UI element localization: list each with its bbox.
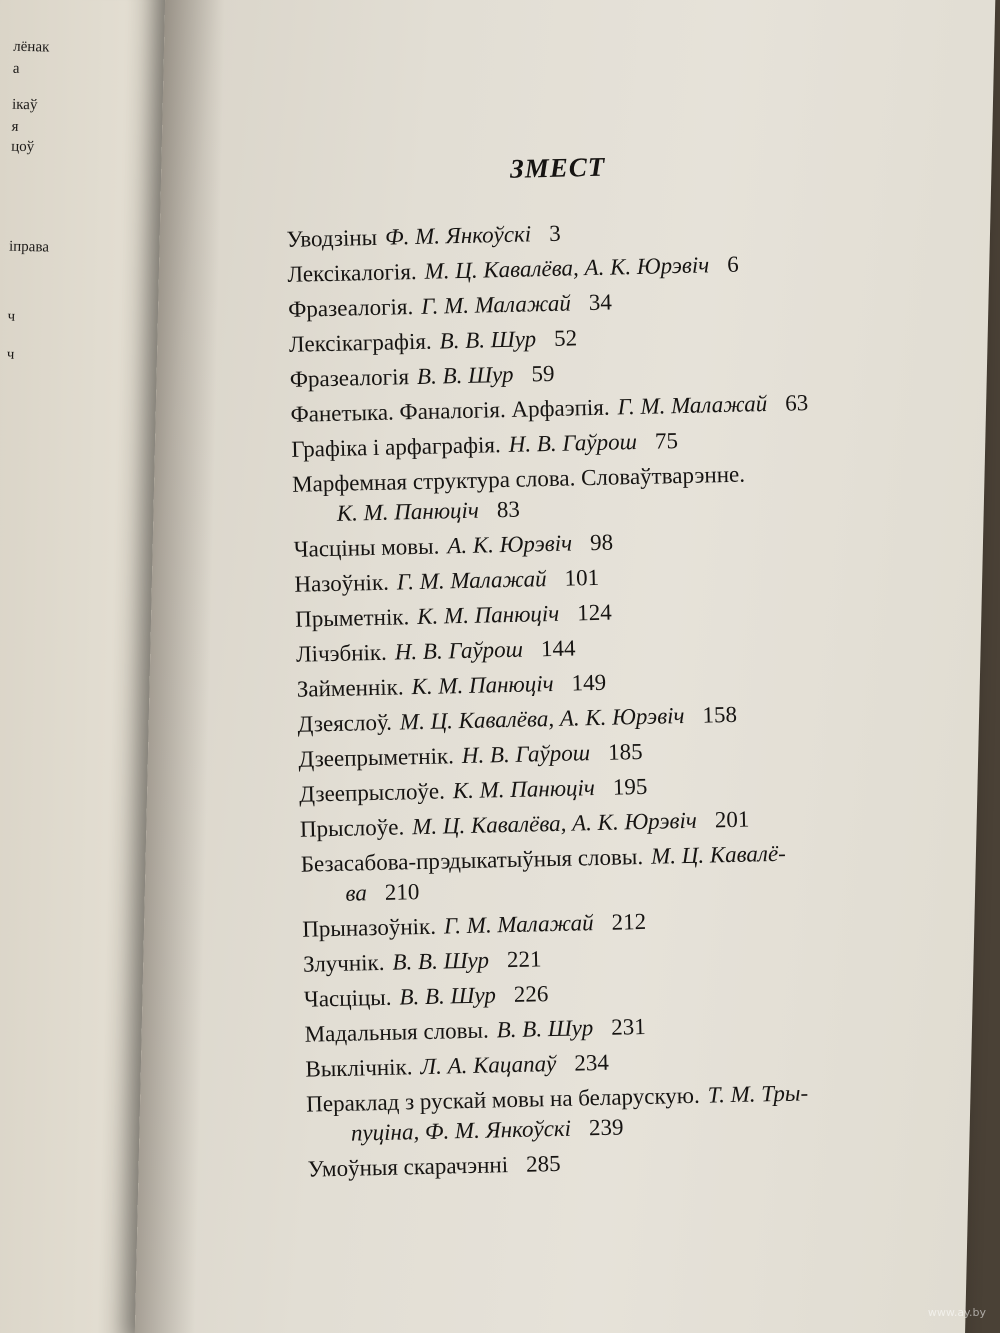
toc-entry-author: М. Ц. Кавалёва, А. К. Юрэвіч — [411, 807, 698, 840]
toc-entry — [288, 283, 806, 325]
toc-entry-author: Т. М. Тры- — [707, 1080, 809, 1108]
toc-entry-title: Уводзіны — [286, 224, 378, 252]
toc-entry-page-number: 34 — [588, 289, 613, 316]
toc-entry — [294, 558, 812, 600]
toc-entry-title: Безасабова-прэдыкатыўныя словы. — [300, 843, 644, 877]
toc-title: ЗМЕСТ — [509, 151, 606, 184]
left-page-fragment: лёнак — [13, 38, 50, 56]
toc-entry-title: Часціны мовы. — [293, 533, 440, 562]
toc-entry-title: Пераклад з рускай мовы на беларускую. — [305, 1082, 700, 1117]
toc-entry-title: Фразеалогія — [289, 364, 410, 392]
toc-entry-page-number: 221 — [506, 946, 542, 973]
toc-entry-title: Прыметнік. — [294, 604, 410, 632]
toc-entry-title: Лічэбнік. — [295, 639, 388, 667]
left-page-fragment: іправа — [8, 238, 50, 256]
toc-entry-title: Дзеепрыслоўе. — [298, 778, 446, 807]
toc-entry — [304, 973, 822, 1015]
toc-entry-page-number: 59 — [531, 360, 555, 387]
toc-entry-author: В. В. Шур — [439, 326, 537, 354]
toc-entry — [298, 733, 816, 775]
toc-entry-title: Фразеалогія. — [287, 294, 414, 322]
toc-entry-title: Назоўнік. — [294, 569, 390, 597]
toc-entry-author: Ф. М. Янкоўскі — [384, 221, 532, 250]
toc-entry-author: М. Ц. Кавалёва, А. К. Юрэвіч — [424, 252, 710, 284]
toc-entry-page-number: 210 — [384, 879, 420, 905]
toc-entry-author: К. М. Панюціч — [411, 670, 554, 700]
toc-entry — [307, 1143, 825, 1185]
left-page-fragment: ікаў — [11, 96, 38, 114]
toc-entry — [305, 1043, 823, 1085]
toc-entry — [300, 803, 818, 845]
toc-entry-page-number: 195 — [612, 773, 648, 800]
toc-entry-author: Г. М. Малажай — [617, 391, 768, 420]
toc-entry-page-number: 158 — [702, 701, 738, 728]
left-page-fragment: я — [11, 118, 19, 135]
left-page-fragment: цоў — [10, 138, 35, 156]
toc-entry-title: Марфемная структура слова. Словаўтварэнне. — [291, 461, 746, 497]
toc-entry-author: В. В. Шур — [416, 361, 514, 389]
toc-entry-author: М. Ц. Кавалёва, А. К. Юрэвіч — [399, 702, 685, 735]
toc-entry-author: ва — [345, 880, 368, 906]
toc-entry-author: Г. М. Малажай — [396, 566, 547, 595]
toc-entry-page-number: 234 — [574, 1049, 610, 1076]
toc-entry — [296, 663, 814, 705]
toc-entry-page-number: 239 — [588, 1114, 624, 1141]
toc-entry — [304, 1008, 822, 1050]
toc-entry-page-number: 3 — [548, 220, 561, 246]
toc-entry-page-number: 185 — [607, 738, 643, 765]
toc-entry — [292, 458, 811, 530]
toc-entry-title: Займеннік. — [296, 674, 404, 702]
toc-entry — [300, 838, 819, 910]
toc-entry-author: В. В. Шур — [399, 982, 497, 1010]
toc-entry-page-number: 6 — [726, 251, 739, 277]
toc-entry-author: В. В. Шур — [496, 1015, 594, 1043]
toc-entry-title: Графіка і арфаграфія. — [291, 432, 501, 462]
toc-entry — [291, 423, 809, 465]
toc-entry-page-number: 149 — [571, 669, 607, 696]
toc-entry — [299, 768, 817, 810]
toc-entry-author: К. М. Панюціч — [336, 497, 480, 526]
toc-entry-author: К. М. Панюціч — [416, 600, 560, 630]
toc-entry-author: пуціна, Ф. М. Янкоўскі — [350, 1115, 572, 1146]
toc-entry-author: А. К. Юрэвіч — [447, 530, 573, 559]
toc-entry-author: Н. В. Гаўрош — [461, 740, 591, 769]
toc-entry-title: Дзеепрыметнік. — [298, 743, 455, 772]
toc-entry-author: В. В. Шур — [392, 947, 490, 975]
toc-entry-title: Прыслоўе. — [299, 814, 405, 842]
toc-entry-page-number: 226 — [513, 981, 549, 1007]
toc-entry-page-number: 212 — [611, 908, 647, 935]
toc-entry-page-number: 83 — [496, 496, 521, 523]
toc-entry-page-number: 144 — [540, 635, 576, 662]
toc-entry — [286, 213, 804, 255]
toc-entry-title: Часціцы. — [303, 984, 392, 1012]
watermark: www.ay.by — [927, 1306, 986, 1319]
toc-entry-title: Лексікалогія. — [287, 258, 417, 287]
toc-entry-page-number: 52 — [553, 325, 578, 351]
toc-entry-page-number: 63 — [784, 390, 809, 416]
toc-entry-title: Прыназоўнік. — [301, 913, 437, 942]
toc-entry-page-number: 285 — [525, 1150, 561, 1177]
left-page-fragment: ч — [6, 346, 15, 363]
toc-entry — [289, 318, 807, 360]
toc-entry-title: Умоўныя скарачэнні — [307, 1152, 509, 1182]
toc-entry-author: Л. А. Кацапаў — [420, 1050, 557, 1080]
toc-entry-author: Г. М. Малажай — [443, 910, 594, 939]
toc-entry — [302, 903, 820, 945]
toc-entry — [295, 593, 813, 635]
book-page — [135, 0, 996, 1333]
toc-entry — [303, 938, 821, 980]
toc-entry — [290, 388, 808, 430]
left-page-fragment: а — [12, 60, 20, 77]
toc-entry-author: Н. В. Гаўрош — [508, 429, 638, 457]
toc-entry — [296, 628, 814, 670]
toc-entry-page-number: 101 — [564, 564, 600, 591]
toc-entry-title: Дзеяслоў. — [297, 709, 393, 737]
toc-entry-author: М. Ц. Кавалё- — [650, 840, 787, 869]
toc-entry-author: Н. В. Гаўрош — [394, 636, 524, 665]
toc-entry — [297, 698, 815, 740]
page-content — [206, 0, 1000, 1333]
toc-entry-author: Г. М. Малажай — [420, 290, 572, 319]
toc-entry-page-number: 231 — [610, 1013, 646, 1040]
toc-entry-title: Лексікаграфія. — [288, 328, 432, 357]
toc-entry-page-number: 201 — [714, 806, 750, 833]
toc-entry-page-number: 124 — [576, 599, 613, 626]
toc-entry-title: Выклічнік. — [305, 1054, 413, 1082]
toc-entry-author: К. М. Панюціч — [452, 775, 596, 804]
toc-entry — [287, 248, 805, 290]
toc-entry-title: Фанетыка. Фаналогія. Арфаэпія. — [290, 394, 610, 427]
toc-entry-page-number: 75 — [654, 428, 679, 454]
toc-list — [286, 213, 826, 1189]
toc-entry-page-number: 98 — [589, 529, 614, 556]
toc-entry — [306, 1078, 825, 1150]
toc-entry — [289, 353, 807, 395]
toc-entry-title: Мадальныя словы. — [304, 1017, 489, 1047]
toc-entry-title: Злучнік. — [302, 949, 385, 977]
left-page-fragment: ч — [7, 308, 16, 325]
toc-entry — [293, 523, 811, 565]
